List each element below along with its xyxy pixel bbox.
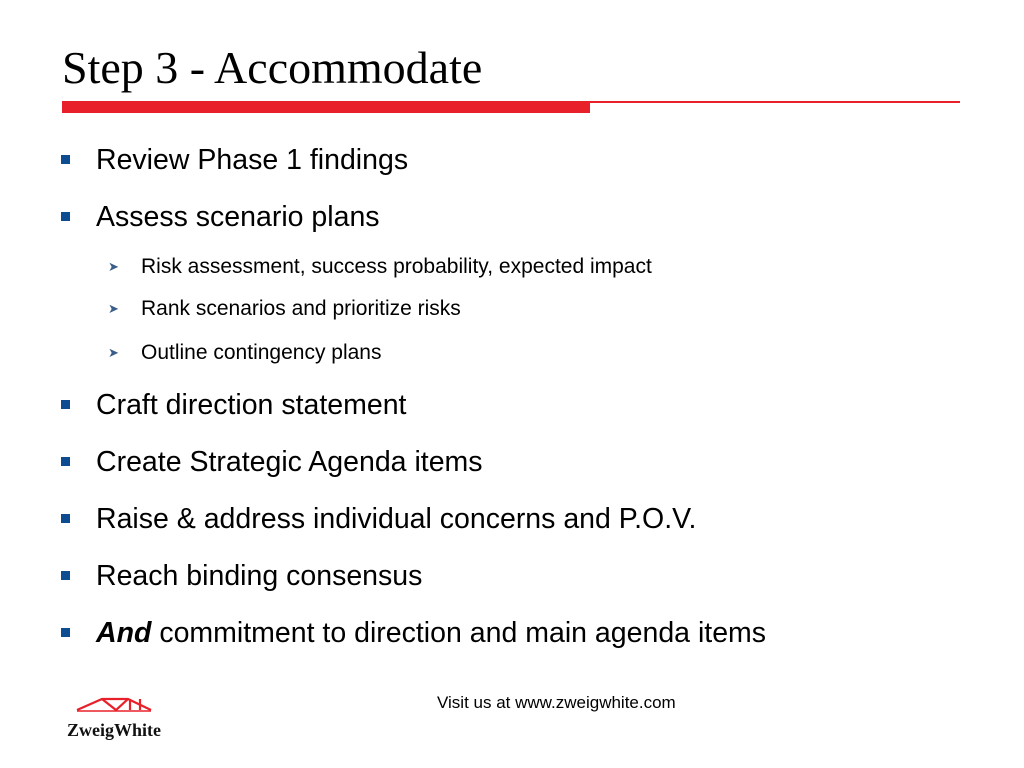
chevron-right-icon: ➤ xyxy=(108,301,119,316)
square-bullet-icon xyxy=(61,514,70,523)
square-bullet-icon xyxy=(61,212,70,221)
zweigwhite-logo xyxy=(67,696,161,748)
square-bullet-icon xyxy=(61,457,70,466)
sub-bullet-text: Rank scenarios and prioritize risks xyxy=(141,297,461,320)
square-bullet-icon xyxy=(61,400,70,409)
sub-bullet-text: Risk assessment, success probability, expected impact xyxy=(141,255,652,278)
logo-wordmark: ZweigWhite xyxy=(67,720,161,740)
footer-website-text: Visit us at www.zweigwhite.com xyxy=(437,693,676,712)
slide-title: Step 3 - Accommodate xyxy=(62,42,483,93)
bullet-text: Review Phase 1 findings xyxy=(96,144,409,176)
chevron-right-icon: ➤ xyxy=(108,345,119,360)
bullet-item xyxy=(96,143,408,177)
bullet-item xyxy=(96,445,483,479)
bullet-text: commitment to direction and main agenda items xyxy=(151,617,767,649)
bullet-text: Assess scenario plans xyxy=(96,201,380,233)
bullet-text: Raise & address individual concerns and P.O.V. xyxy=(96,503,697,535)
chevron-right-icon: ➤ xyxy=(108,259,119,274)
bullet-item xyxy=(96,559,422,593)
bullet-text: Reach binding consensus xyxy=(96,560,423,592)
sub-bullet-item xyxy=(108,340,382,366)
logo-mark xyxy=(77,699,151,710)
bullet-item xyxy=(96,502,696,536)
sub-bullet-text: Outline contingency plans xyxy=(141,341,382,364)
bullet-text: Create Strategic Agenda items xyxy=(96,446,483,478)
sub-bullet-item xyxy=(108,296,461,322)
square-bullet-icon xyxy=(61,571,70,580)
square-bullet-icon xyxy=(61,628,70,637)
bullet-emphasis: And xyxy=(96,617,152,649)
bullet-item xyxy=(96,388,406,422)
bullet-item xyxy=(96,200,380,234)
bullet-text: Craft direction statement xyxy=(96,389,407,421)
sub-bullet-item xyxy=(108,254,652,280)
square-bullet-icon xyxy=(61,155,70,164)
bullet-item xyxy=(96,616,766,650)
